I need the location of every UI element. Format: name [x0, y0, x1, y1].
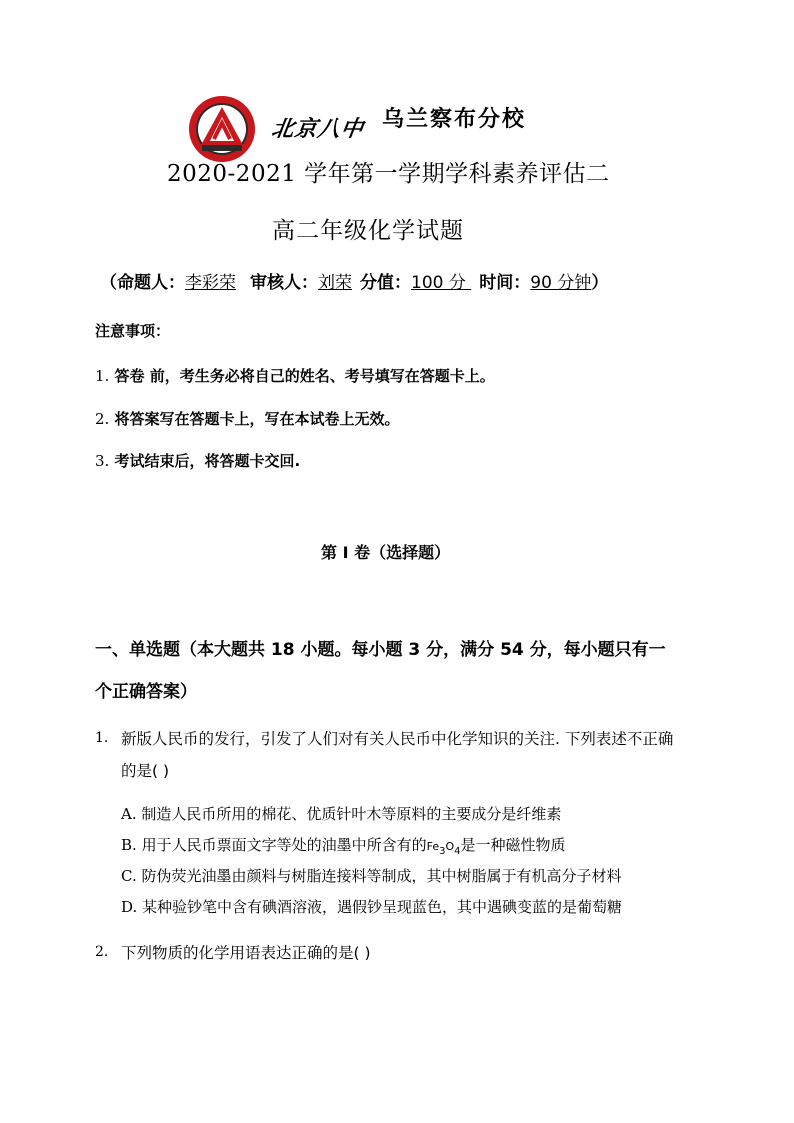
notice-item-text: 答卷 前，考生务必将自己的姓名、考号填写在答题卡上。: [114, 367, 495, 385]
exam-title: 2020-2021 学年第一学期学科素养评估二: [167, 161, 610, 187]
notice-item-text: 将答案写在答题卡上，写在本试卷上无效。: [114, 410, 400, 428]
notice-item-1: [95, 365, 495, 386]
option-letter: C.: [121, 867, 137, 885]
reviewer-name: 刘荣: [318, 273, 352, 293]
branch-name: 乌兰察布分校: [382, 107, 527, 132]
exam-meta-line: [100, 268, 608, 293]
option-letter: B.: [121, 836, 137, 854]
notice-heading: 注意事项：: [95, 322, 171, 340]
school-logo: [188, 95, 256, 163]
meta-open-paren: （: [100, 273, 117, 293]
option-letter: D.: [121, 898, 138, 916]
reviewer-label: 审核人：: [250, 273, 318, 293]
notice-item-number: 3.: [95, 452, 110, 470]
option-a: [121, 803, 561, 824]
notice-item-number: 1.: [95, 367, 110, 385]
question-1-text: 新版人民币的发行，引发了人们对有关人民币中化学知识的关注. 下列表述不正确: [121, 730, 674, 748]
question-1-text-cont: 的是( ): [121, 762, 170, 780]
formula-fe: Fe: [426, 840, 440, 853]
section-heading: 第 I 卷（选择题）: [321, 543, 451, 562]
notice-item-text: 考试结束后，将答题卡交回.: [114, 452, 301, 470]
question-number: 2.: [95, 944, 109, 960]
formula-sub: 3: [439, 846, 446, 857]
question-number: 1.: [95, 730, 109, 746]
notice-item-number: 2.: [95, 410, 110, 428]
meta-close-paren: ）: [591, 273, 609, 293]
score-label: 分值：: [360, 273, 411, 293]
notice-item-2: [95, 408, 400, 429]
school-name-calligraphy: 北京八中: [269, 116, 366, 142]
option-text-tail: 是一种磁性物质: [460, 836, 566, 854]
single-choice-heading: 一、单选题（本大题共 18 小题。每小题 3 分，满分 54 分，每小题只有一: [95, 640, 666, 660]
author-label: 命题人：: [117, 273, 185, 293]
option-text: 防伪荧光油墨由颜料与树脂连接料等制成，其中树脂属于有机高分子材料: [141, 867, 622, 885]
time-label: 时间：: [479, 273, 531, 293]
option-text: 制造人民币所用的棉花、优质针叶木等原料的主要成分是纤维素: [141, 805, 562, 823]
time-value: 90 分钟: [530, 273, 592, 293]
score-value: 100 分: [411, 273, 472, 293]
option-text: 用于人民币票面文字等处的油墨中所含有的: [141, 836, 427, 854]
formula-o: O: [445, 840, 455, 853]
option-d: [121, 896, 622, 917]
option-text: 某种验钞笔中含有碘酒溶液，遇假钞呈现蓝色，其中遇碘变蓝的是葡萄糖: [142, 898, 623, 916]
option-letter: A.: [121, 805, 137, 823]
notice-item-3: [95, 450, 300, 471]
formula-sub: 4: [454, 846, 461, 857]
option-c: [121, 865, 622, 886]
single-choice-heading-cont: 个正确答案）: [95, 682, 197, 702]
option-b: [121, 834, 566, 857]
exam-subtitle: 高二年级化学试题: [272, 218, 464, 244]
question-2-text: 下列物质的化学用语表达正确的是( ): [121, 944, 371, 962]
author-name: 李彩荣: [185, 273, 236, 293]
